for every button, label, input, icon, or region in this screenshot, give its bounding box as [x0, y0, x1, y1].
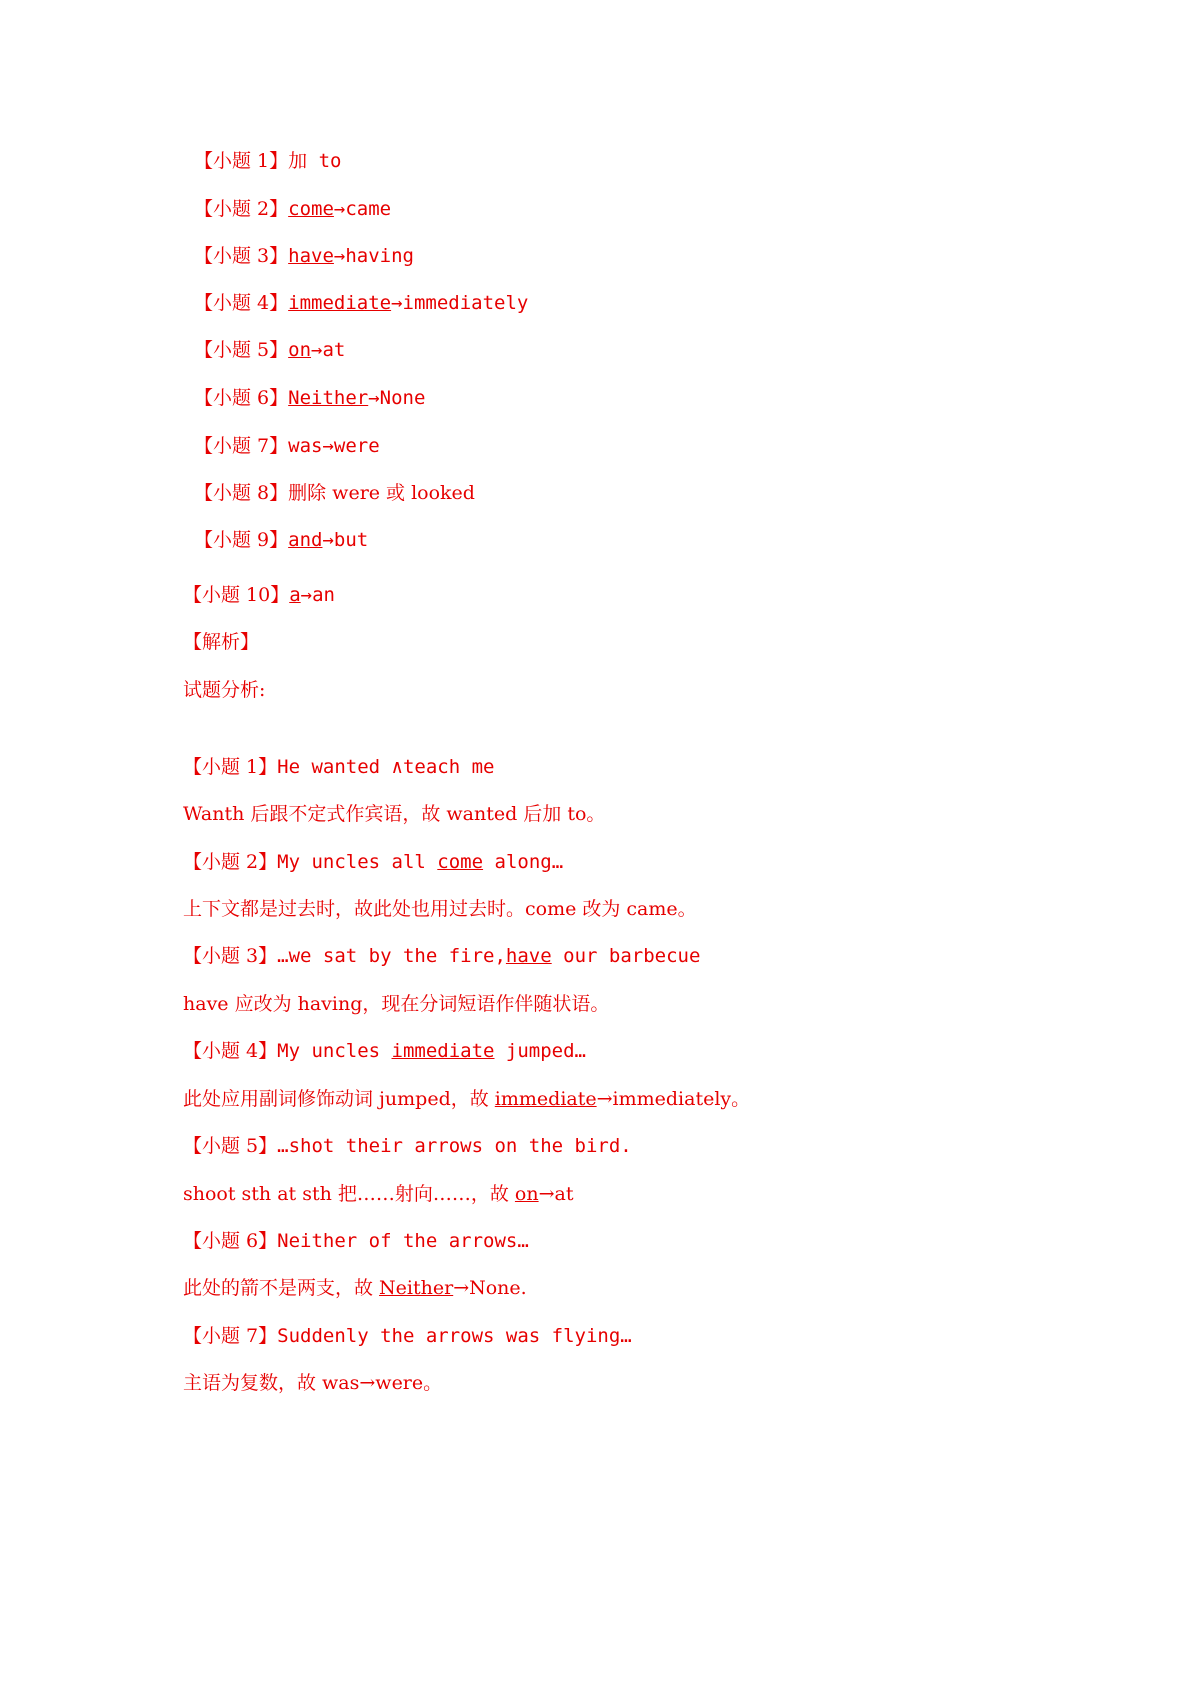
analysis-quote-3: 【小题 3】…we sat by the fire,have our barbecue	[183, 945, 701, 967]
answer-1: 【小题 1】加 to	[194, 150, 342, 172]
analysis-explain-7: 主语为复数，故 was→were。	[183, 1372, 443, 1394]
analysis-explain-2: 上下文都是过去时，故此处也用过去时。come 改为 came。	[183, 898, 697, 920]
analysis-quote-7: 【小题 7】Suddenly the arrows was flying…	[183, 1325, 632, 1347]
analysis-header: 【解析】	[183, 631, 260, 653]
answer-4: 【小题 4】immediate→immediately	[194, 292, 529, 314]
answer-2: 【小题 2】come→came	[194, 198, 392, 220]
answer-7: 【小题 7】was→were	[194, 435, 380, 457]
answer-9: 【小题 9】and→but	[194, 529, 369, 551]
analysis-explain-4: 此处应用副词修饰动词 jumped，故 immediate→immediately。	[183, 1088, 751, 1110]
analysis-subheader: 试题分析:	[183, 679, 266, 701]
analysis-quote-2: 【小题 2】My uncles all come along…	[183, 851, 564, 873]
analysis-quote-4: 【小题 4】My uncles immediate jumped…	[183, 1040, 586, 1062]
analysis-explain-5: shoot sth at sth 把……射向……，故 on→at	[183, 1183, 574, 1205]
analysis-quote-1: 【小题 1】He wanted ∧teach me	[183, 756, 495, 778]
answer-8: 【小题 8】删除 were 或 looked	[194, 482, 475, 504]
answer-3: 【小题 3】have→having	[194, 245, 414, 267]
analysis-explain-3: have 应改为 having，现在分词短语作伴随状语。	[183, 993, 610, 1015]
answer-6: 【小题 6】Neither→None	[194, 387, 426, 409]
analysis-explain-6: 此处的箭不是两支，故 Neither→None.	[183, 1277, 527, 1299]
analysis-explain-1: Wanth 后跟不定式作宾语，故 wanted 后加 to。	[183, 803, 606, 825]
answer-5: 【小题 5】on→at	[194, 339, 346, 361]
analysis-quote-6: 【小题 6】Neither of the arrows…	[183, 1230, 529, 1252]
answer-10: 【小题 10】a→an	[183, 584, 335, 606]
analysis-quote-5: 【小题 5】…shot their arrows on the bird.	[183, 1135, 632, 1157]
